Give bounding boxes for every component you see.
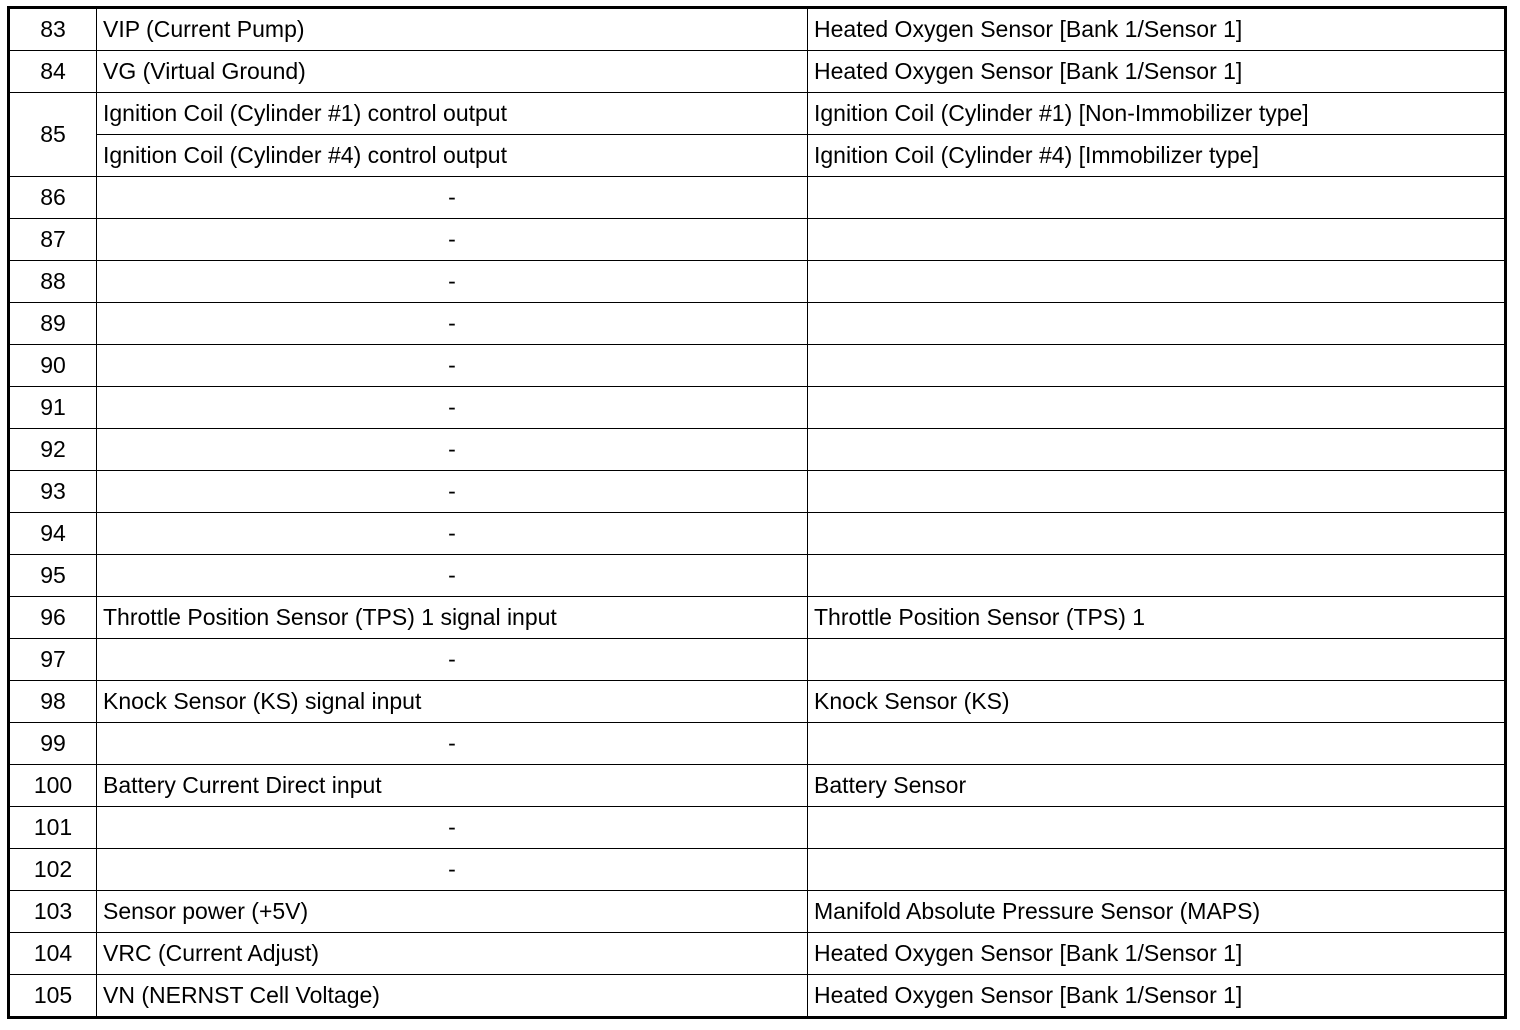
description-cell: - xyxy=(97,303,808,345)
description-cell: - xyxy=(97,387,808,429)
pin-number-cell: 99 xyxy=(10,723,97,765)
table-row xyxy=(10,93,1504,135)
connected-to-cell xyxy=(808,471,1505,513)
description-cell: - xyxy=(97,513,808,555)
pin-number-cell: 98 xyxy=(10,681,97,723)
connected-to-cell: Heated Oxygen Sensor [Bank 1/Sensor 1] xyxy=(808,51,1505,93)
description-cell: Sensor power (+5V) xyxy=(97,891,808,933)
connected-to-cell: Knock Sensor (KS) xyxy=(808,681,1505,723)
pin-number-cell: 86 xyxy=(10,177,97,219)
table-row xyxy=(10,135,1504,177)
connected-to-cell: Ignition Coil (Cylinder #4) [Immobilizer type] xyxy=(808,135,1505,177)
table-row xyxy=(10,261,1504,303)
connected-to-cell: Heated Oxygen Sensor [Bank 1/Sensor 1] xyxy=(808,9,1505,51)
pin-number-cell: 93 xyxy=(10,471,97,513)
connected-to-cell xyxy=(808,849,1505,891)
connected-to-cell xyxy=(808,219,1505,261)
table-row xyxy=(10,387,1504,429)
description-cell: VRC (Current Adjust) xyxy=(97,933,808,975)
connected-to-cell xyxy=(808,345,1505,387)
table-row xyxy=(10,51,1504,93)
connected-to-cell: Ignition Coil (Cylinder #1) [Non-Immobilizer type] xyxy=(808,93,1505,135)
pin-number-cell: 101 xyxy=(10,807,97,849)
description-cell: Throttle Position Sensor (TPS) 1 signal input xyxy=(97,597,808,639)
table-row xyxy=(10,345,1504,387)
description-cell: - xyxy=(97,345,808,387)
pin-number-cell: 100 xyxy=(10,765,97,807)
pin-description-table xyxy=(7,6,1507,1019)
table-row xyxy=(10,933,1504,975)
table-row xyxy=(10,303,1504,345)
table-row xyxy=(10,975,1504,1017)
description-cell: - xyxy=(97,429,808,471)
table-row xyxy=(10,513,1504,555)
pin-number-cell: 91 xyxy=(10,387,97,429)
pin-number-cell: 104 xyxy=(10,933,97,975)
description-cell: - xyxy=(97,261,808,303)
description-cell: - xyxy=(97,177,808,219)
description-cell: Battery Current Direct input xyxy=(97,765,808,807)
pin-number-cell: 96 xyxy=(10,597,97,639)
table-row xyxy=(10,849,1504,891)
connected-to-cell xyxy=(808,555,1505,597)
pin-number-cell: 94 xyxy=(10,513,97,555)
table-row xyxy=(10,597,1504,639)
connected-to-cell xyxy=(808,513,1505,555)
pin-number-cell: 89 xyxy=(10,303,97,345)
description-cell: - xyxy=(97,639,808,681)
table-row xyxy=(10,9,1504,51)
description-cell: - xyxy=(97,219,808,261)
description-cell: - xyxy=(97,807,808,849)
connected-to-cell: Manifold Absolute Pressure Sensor (MAPS) xyxy=(808,891,1505,933)
table-row xyxy=(10,723,1504,765)
table-row xyxy=(10,429,1504,471)
connected-to-cell xyxy=(808,723,1505,765)
table-row xyxy=(10,639,1504,681)
description-cell: - xyxy=(97,471,808,513)
table-row xyxy=(10,765,1504,807)
pin-number-cell: 83 xyxy=(10,9,97,51)
description-cell: Ignition Coil (Cylinder #4) control output xyxy=(97,135,808,177)
description-cell: - xyxy=(97,849,808,891)
connected-to-cell: Throttle Position Sensor (TPS) 1 xyxy=(808,597,1505,639)
connected-to-cell: Battery Sensor xyxy=(808,765,1505,807)
pin-number-cell: 102 xyxy=(10,849,97,891)
connected-to-cell xyxy=(808,429,1505,471)
table-row xyxy=(10,555,1504,597)
pin-number-cell: 84 xyxy=(10,51,97,93)
table-row xyxy=(10,177,1504,219)
description-cell: - xyxy=(97,555,808,597)
connected-to-cell xyxy=(808,807,1505,849)
table-row xyxy=(10,681,1504,723)
pin-number-cell: 97 xyxy=(10,639,97,681)
pin-number-cell: 88 xyxy=(10,261,97,303)
connected-to-cell: Heated Oxygen Sensor [Bank 1/Sensor 1] xyxy=(808,933,1505,975)
pin-number-cell: 85 xyxy=(10,93,97,177)
description-cell: VN (NERNST Cell Voltage) xyxy=(97,975,808,1017)
table-row xyxy=(10,219,1504,261)
connected-to-cell xyxy=(808,639,1505,681)
connected-to-cell xyxy=(808,261,1505,303)
table-row xyxy=(10,471,1504,513)
pin-number-cell: 105 xyxy=(10,975,97,1017)
pin-number-cell: 87 xyxy=(10,219,97,261)
description-cell: VG (Virtual Ground) xyxy=(97,51,808,93)
description-cell: Ignition Coil (Cylinder #1) control output xyxy=(97,93,808,135)
pin-number-cell: 103 xyxy=(10,891,97,933)
connected-to-cell xyxy=(808,387,1505,429)
description-cell: VIP (Current Pump) xyxy=(97,9,808,51)
pin-table-body xyxy=(10,9,1504,1016)
table-row xyxy=(10,807,1504,849)
pin-number-cell: 90 xyxy=(10,345,97,387)
description-cell: - xyxy=(97,723,808,765)
connected-to-cell xyxy=(808,177,1505,219)
connected-to-cell: Heated Oxygen Sensor [Bank 1/Sensor 1] xyxy=(808,975,1505,1017)
table-row xyxy=(10,891,1504,933)
pin-number-cell: 95 xyxy=(10,555,97,597)
pin-number-cell: 92 xyxy=(10,429,97,471)
description-cell: Knock Sensor (KS) signal input xyxy=(97,681,808,723)
connected-to-cell xyxy=(808,303,1505,345)
